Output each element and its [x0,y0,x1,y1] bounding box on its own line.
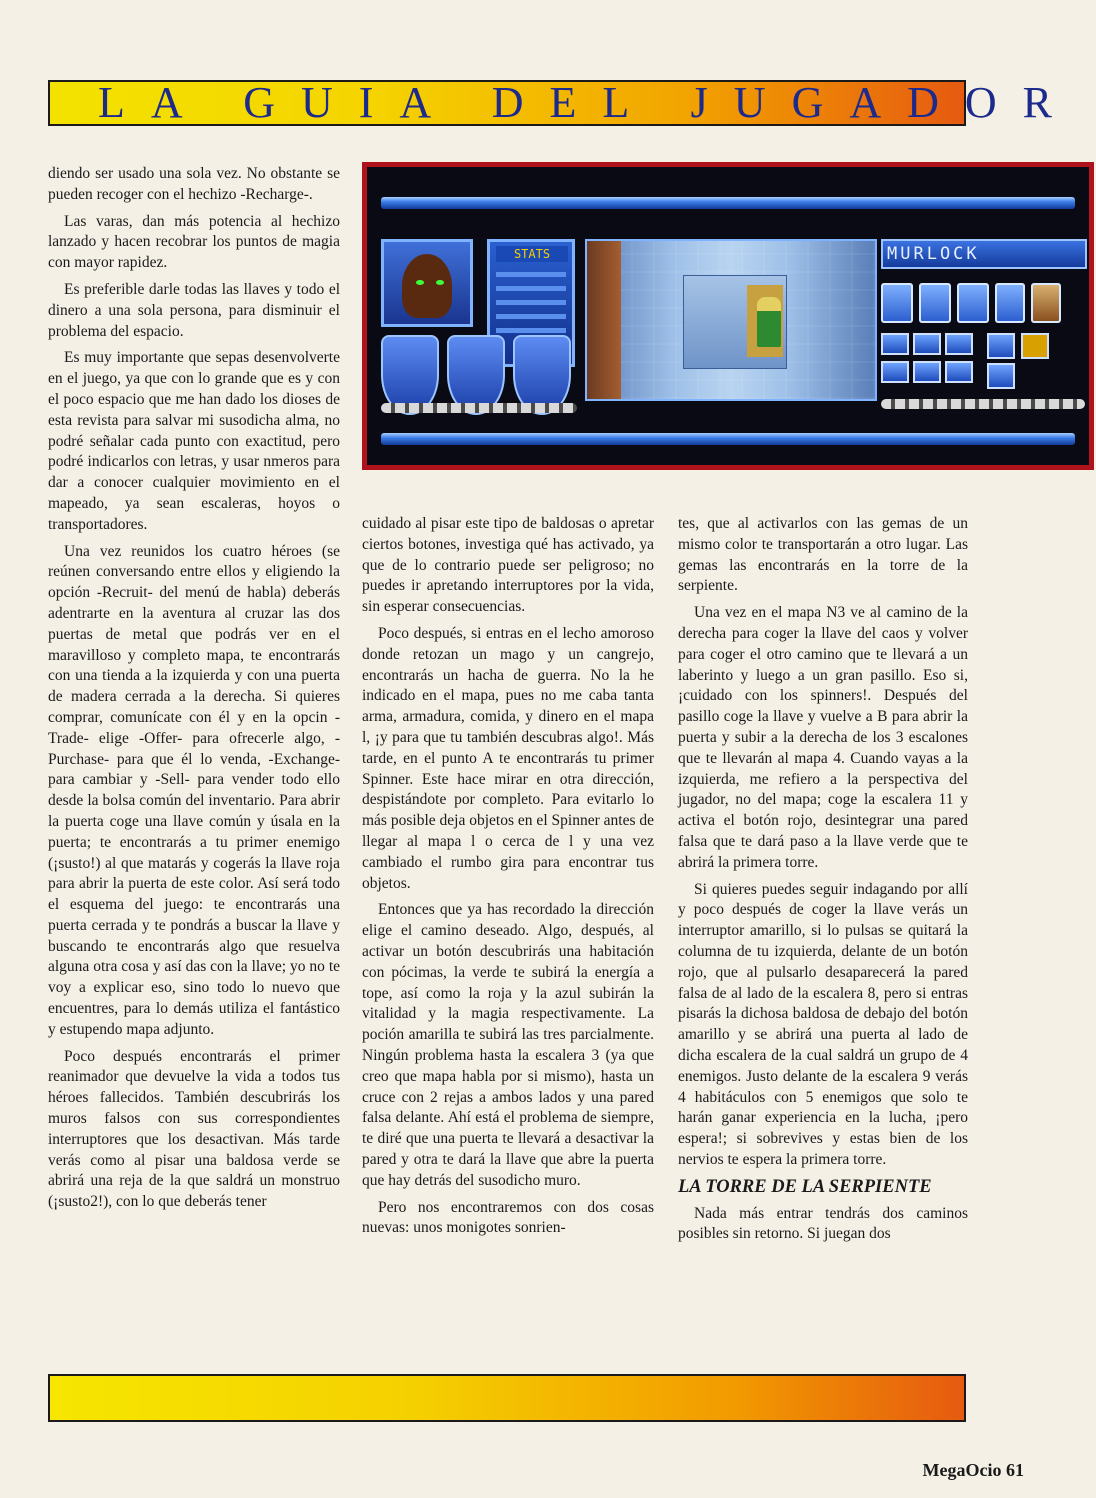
character-portrait [381,239,473,327]
attack-icon [987,333,1015,359]
paragraph: tes, que al activarlos con las gemas de un mismo color te transportarán a otro lugar. Las gemas las encontrarás en la torre de la serpiente. [678,515,968,595]
header-banner [48,78,1079,127]
top-bar [381,197,1075,209]
shield-action-icon [987,363,1015,389]
paragraph: cuidado al pisar este tipo de baldosas o apretar ciertos botones, investiga qué has activado, ya que de lo contrario puede ser peligroso; no puedes ir apretando interruptores por la vida, sin esperar consecuencias. [362,515,654,616]
party-panel [381,239,581,419]
magic-icon [1021,333,1049,359]
game-screenshot [362,162,1094,470]
page-title: LA GUIA DEL JUGADOR [98,78,1079,127]
chain-bar [881,399,1085,409]
stats-label: STATS [496,246,568,262]
paragraph: Una vez reunidos los cuatro héroes (se reúnen conversando entre ellos y eligiendo la opción -Recruit- del menú de habla) deberás adentrarte en la aventura al cruzar las dos puertas de metal que podrás ver en el maravilloso y completo mapa, te encontrarás con una tienda a la izquierda y con una puerta de madera cerrada a la derecha. Si quieres comprar, comunícate con él y en la opcin -Trade- elige -Offer- para ofrecerle algo, -Purchase- para que él lo venda, -Exchange- para cambiar y -Sell- para vender todo ello desde la bolsa común del inventario. Para abrir la puerta coge una llave común y úsala en la puerta; te encontrarás a tu primer enemigo (¡susto!) al que matarás y cogerás la llave roja para abrir la puerta de este color. Así será todo el esquema del juego: te encontrarás una puerta cerrada y te pondrás a buscar la llave y buscando te encontrarás algo que resuelva alguna otra cosa y así das con la llave; yo no te voy a explicar eso, sino todo lo nuevo que encuentres, para lo demás utiliza el fantástico y estupendo mapa adjunto. [48,542,340,1038]
game-screen [367,167,1089,465]
text-column-1 [48,164,340,1219]
arrow-left-icon [881,333,909,355]
arrow-right-icon [945,333,973,355]
text-column-2 [362,514,654,1245]
character-panel [881,231,1087,421]
arrow-up-icon [913,333,941,355]
paragraph: Poco después, si entras en el lecho amoroso donde retozan un mago y un cangrejo, encontrarás un hacha de guerra. No la he indicado en el mapa, pues no me caba tanta arma, armadura, comida, y dinero en el mapa l, ¡y para que tu también descubras algo!. Más tarde, en el punto A te encontrarás tu primer Spinner. Este hace mirar en otra dirección, despistándote por completo. Para evitarlo lo más posible deja objetos en el Spinner antes de llegar al mapa l o cerca de l y una vez cambiado el rumbo gira para encontrar tus objetos. [362,624,654,892]
monster-figure [757,297,781,347]
chain-bar [381,403,577,413]
paragraph: Nada más entrar tendrás dos caminos posibles sin retorno. Si juegan dos [678,1204,968,1243]
paragraph: Una vez en el mapa N3 ve al camino de la derecha para coger la llave del caos y volver para coger el otro camino que te llevará a un laberinto y luego a un gran pasillo. Eso si, ¡cuidado con los spinners!. Después del pasillo coge la llave y vuelve a B para abrir la puerta y subir a la derecha de los 3 escalones que te llevarán al mapa 4. Cuando vayas a la izquierda, me refiero a la perspectiva del jugador, no del mapa; coge la escalera 11 y activa el botón rojo, desintegrar una pared falsa que te dará paso a la llave verde que te abrirá la primera torre. [678,604,968,871]
chest-icon [995,283,1025,323]
paragraph: Poco después encontrarás el primer reanimador que devuelve la vida a todos tus héroes fallecidos. También descubrirás los muros falsos con sus correspondientes interruptores que los desactivan. Más tarde verás como al pisar una baldosa verde se abrirá una reja de la que saldrá un monstruo (¡susto2!), con lo que deberás tener [48,1047,340,1211]
paragraph: Las varas, dan más potencia al hechizo lanzado y hacen recobrar los puntos de magia con mayor rapidez. [48,212,340,272]
section-heading: LA TORRE DE LA SERPIENTE [678,1176,932,1197]
paragraph: diendo ser usado una sola vez. No obstante se pueden recoger con el hechizo -Recharge-. [48,165,340,203]
book-icon [881,283,913,323]
turn-left-icon [881,361,909,383]
paragraph: Si quieres puedes seguir indagando por allí y poco después de coger la llave verás un interruptor amarillo, si lo pulsas se quitará la columna de tu izquierda, delante de un botón rojo, que al pulsarlo desaparecerá la pared falsa de al lado de la escalera 8, pero si entras pisarás la dichosa baldosa de debajo del botón amarillo y se abrirá una puerta al lado de dicha escalera de la cual saldrá un grupo de 4 enemigos. Justo delante de la escalera 9 verás 4 habitáculos con 5 enemigos que solo te harán ganar experiencia en la lucha, ¡pero espera!; si sobrevives y estas bien de los nervios te espera la primera torre. [678,880,968,1168]
scroll-icon [919,283,951,323]
paragraph: Pero nos encontraremos con dos cosas nuevas: unos monigotes sonrien- [362,1198,654,1237]
arrow-down-icon [913,361,941,383]
character-name: MURLOCK [881,239,1087,269]
inventory-icon [957,283,989,323]
item-icon [1031,283,1061,323]
text-column-3 [678,514,968,1251]
paragraph: Es preferible darle todas las llaves y todo el dinero a una sola persona, para disminuir el problema del espacio. [48,280,340,340]
paragraph: Es muy importante que sepas desenvolverte en el juego, ya que con lo grande que es y con el poco espacio que me han dado los dioses de esta revista para salvar mi susodicha alma, no podré señalar cada punto con exactitud, pero podré indicarlos con letras, y usar nmeros para dar a conocer cualquier movimiento en el mapeado, ya sean escaleras, hoyos o transportadores. [48,349,340,533]
page-number: MegaOcio 61 [922,1460,1024,1480]
paragraph: Entonces que ya has recordado la dirección elige el camino deseado. Algo, después, al activar un botón descubrirás una habitación con pócimas, la verde te subirá la energía a tope, así como la roja y la azul subirán la vitalidad y la magia respectivamente. La poción amarilla te subirá las tres parcialmente. Ningún problema hasta la escalera 3 (ya que creo que mapa habla por si mismo), hasta un cruce con 2 rejas a ambos lados y una pared falsa delante. Ahí está el problema de siempre, te diré que una puerta te llevará a desactivar la pared y otra te dará la llave que abre la puerta que hay detrás del susodicho muro. [362,901,654,1189]
bottom-bar [381,433,1075,445]
turn-right-icon [945,361,973,383]
footer-banner [48,1374,966,1422]
dungeon-view [585,239,877,401]
